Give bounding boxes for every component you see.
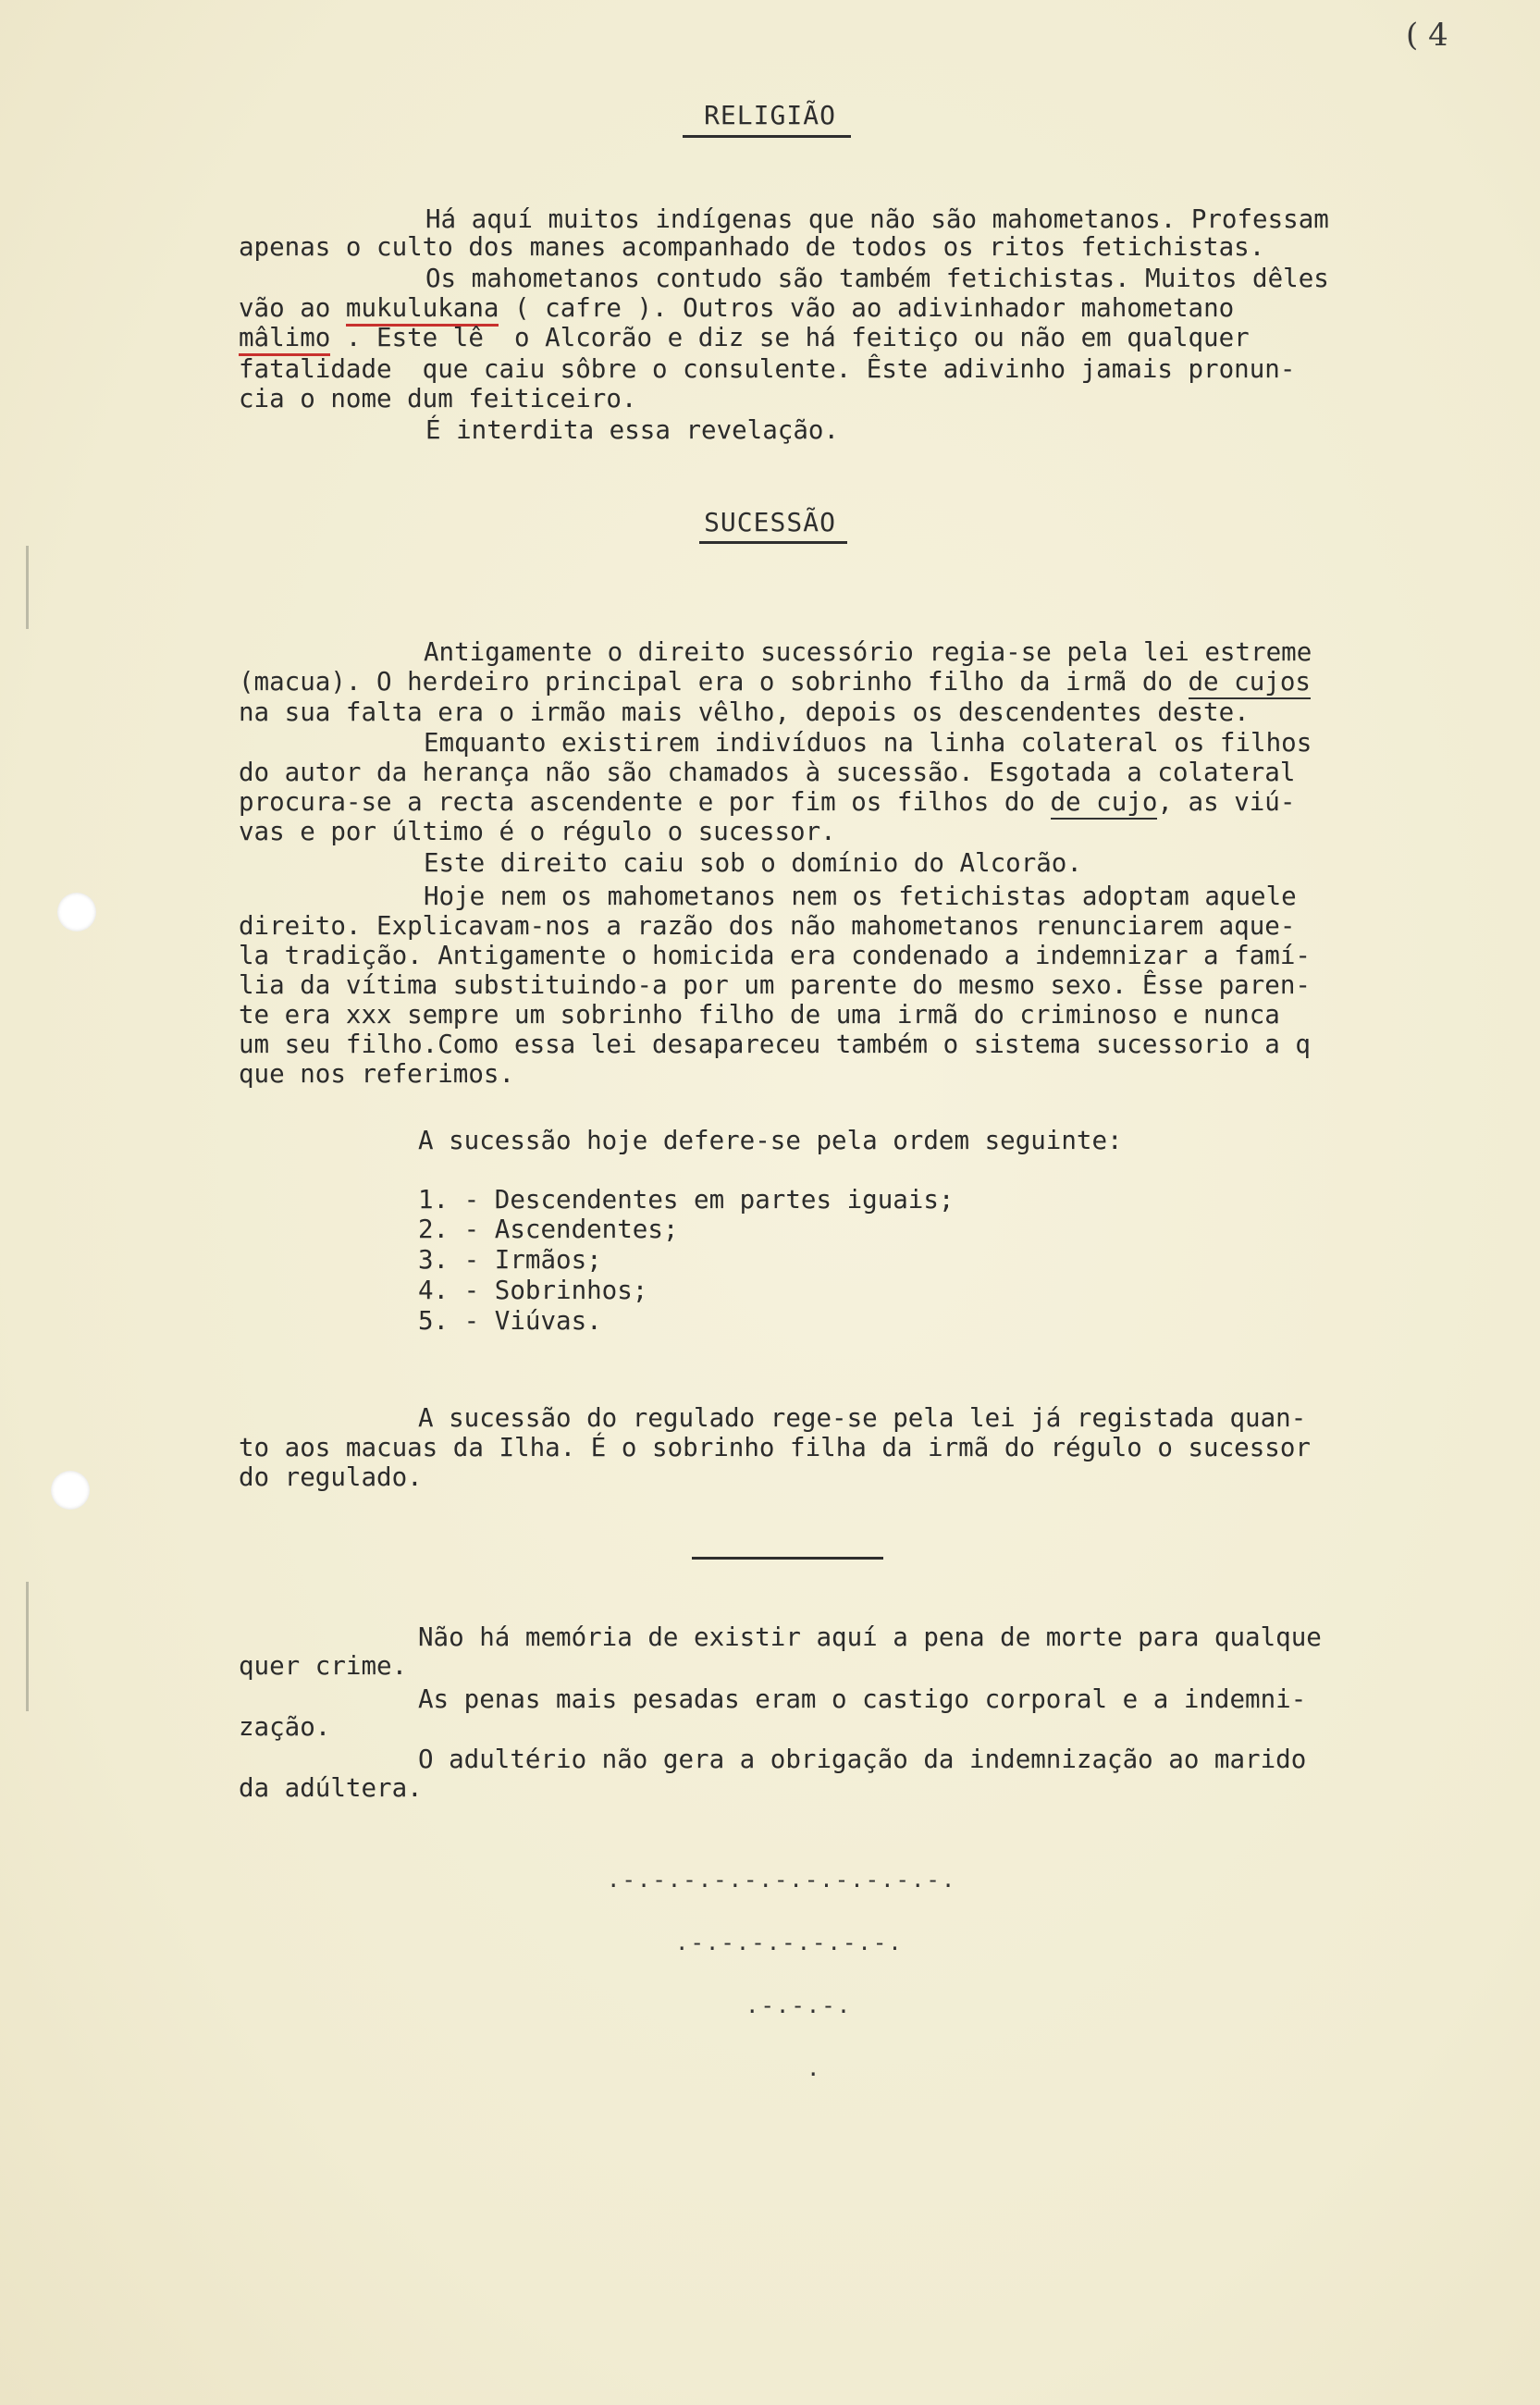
- text-line: direito. Explicavam-nos a razão dos não mahometanos renunciarem aque-: [239, 911, 1296, 941]
- text-line: Há aquí muitos indígenas que não são mahometanos. Professam: [425, 204, 1329, 234]
- term-malimo: mâlimo: [239, 323, 330, 356]
- list-item: 1. - Descendentes em partes iguais;: [418, 1185, 955, 1215]
- text-line: que nos referimos.: [239, 1059, 515, 1089]
- term-de-cujos: de cujos: [1189, 667, 1311, 699]
- text-line: to aos macuas da Ilha. É o sobrinho filha da irmã do régulo o sucessor: [239, 1433, 1311, 1462]
- text-line: Hoje nem os mahometanos nem os fetichistas adoptam aquele: [424, 882, 1297, 911]
- list-item: 5. - Viúvas.: [418, 1306, 602, 1336]
- succession-paragraph-2: Este direito caiu sob o domínio do Alcorão.: [424, 848, 1082, 878]
- text-line: fatalidade que caiu sôbre o consulente. Êste adivinho jamais pronun-: [239, 354, 1296, 384]
- succession-order-intro: A sucessão hoje defere-se pela ordem seguinte:: [418, 1126, 1123, 1155]
- ornament-row-4: .: [807, 2055, 822, 2081]
- text-fragment: vão ao: [239, 293, 346, 323]
- edge-mark: [26, 1582, 29, 1711]
- text-line: A sucessão do regulado rege-se pela lei já registada quan-: [418, 1403, 1307, 1433]
- text-fragment: . Este lê o Alcorão e diz se há feitiço ou não em qualquer: [330, 323, 1250, 352]
- text-line: zação.: [239, 1712, 331, 1742]
- text-line: apenas o culto dos manes acompanhado de todos os ritos fetichistas.: [239, 232, 1265, 262]
- text-line: É interdita essa revelação.: [425, 415, 840, 445]
- text-fragment: procura-se a recta ascendente e por fim os filhos do: [239, 787, 1051, 817]
- title-underline: [699, 541, 847, 544]
- text-line: Os mahometanos contudo são também fetichistas. Muitos dêles: [425, 264, 1329, 293]
- text-line: te era xxx sempre um sobrinho filho de uma irmã do criminoso e nunca: [239, 1000, 1280, 1030]
- section-separator: [692, 1557, 883, 1560]
- text-fragment: (macua). O herdeiro principal era o sobrinho filho da irmã do: [239, 667, 1189, 697]
- text-line: [239, 788, 1295, 816]
- text-line: lia da vítima substituindo-a por um parente do mesmo sexo. Êsse paren-: [239, 970, 1311, 1000]
- section-title-succession: SUCESSÃO: [704, 507, 836, 537]
- text-line: As penas mais pesadas eram o castigo corporal e a indemni-: [418, 1684, 1307, 1714]
- ornament-row-1: .-.-.-.-.-.-.-.-.-.-.-.: [607, 1867, 957, 1893]
- text-line: Não há memória de existir aquí a pena de morte para qualque: [418, 1622, 1322, 1652]
- punch-hole-bottom: [51, 1471, 90, 1510]
- text-fragment: , as viú-: [1157, 787, 1296, 817]
- text-line: Antigamente o direito sucessório regia-se pela lei estreme: [424, 637, 1312, 667]
- text-fragment: ( cafre ). Outros vão ao adivinhador mahometano: [499, 293, 1235, 323]
- text-line: do autor da herança não são chamados à sucessão. Esgotada a colateral: [239, 758, 1296, 787]
- text-line: la tradição. Antigamente o homicida era condenado a indemnizar a famí-: [239, 941, 1311, 970]
- term-mukulukana: mukulukana: [346, 293, 499, 327]
- term-de-cujo: de cujo: [1051, 787, 1158, 820]
- punch-hole-top: [57, 893, 96, 931]
- list-item: 2. - Ascendentes;: [418, 1215, 679, 1244]
- text-line: [239, 668, 1311, 696]
- text-line: da adúltera.: [239, 1773, 423, 1803]
- title-underline: [683, 135, 851, 138]
- text-line: [239, 324, 1250, 352]
- text-line: um seu filho.Como essa lei desapareceu também o sistema sucessorio a q: [239, 1030, 1311, 1059]
- section-title-religion: RELIGIÃO: [704, 100, 836, 130]
- list-item: 3. - Irmãos;: [418, 1245, 602, 1275]
- text-line: cia o nome dum feiticeiro.: [239, 384, 637, 413]
- text-line: vas e por último é o régulo o sucessor.: [239, 817, 836, 846]
- page-number: ( 4: [1406, 17, 1448, 54]
- text-line: O adultério não gera a obrigação da indemnização ao marido: [418, 1745, 1307, 1774]
- ornament-row-3: .-.-.-.: [745, 1992, 853, 2018]
- text-line: na sua falta era o irmão mais vêlho, depois os descendentes deste.: [239, 697, 1250, 727]
- list-item: 4. - Sobrinhos;: [418, 1276, 648, 1305]
- ornament-row-2: .-.-.-.-.-.-.-.: [675, 1930, 904, 1955]
- edge-mark: [26, 546, 29, 629]
- text-line: quer crime.: [239, 1651, 408, 1681]
- text-line: Emquanto existirem indivíduos na linha colateral os filhos: [424, 728, 1312, 758]
- text-line: [239, 294, 1234, 322]
- text-line: do regulado.: [239, 1462, 423, 1492]
